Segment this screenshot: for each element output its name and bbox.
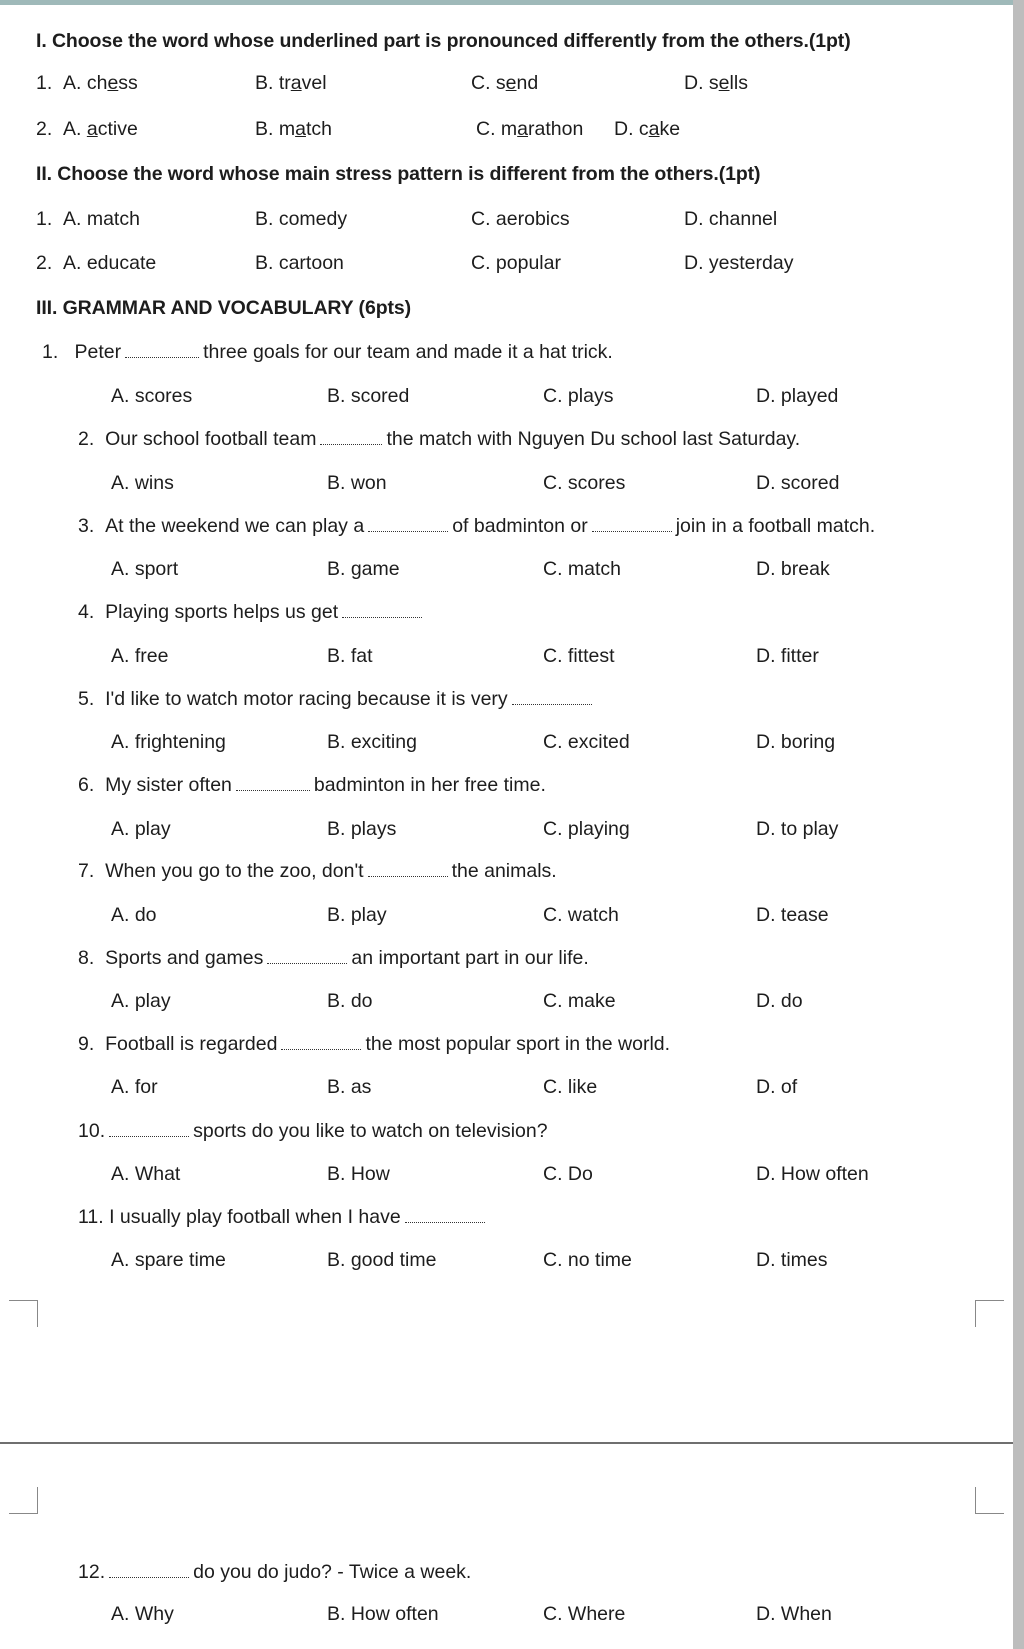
- s2-q2-number: 2.: [36, 252, 53, 274]
- s3-q10-option-d: D. How often: [756, 1163, 869, 1185]
- crop-mark-bottom-right: [975, 1487, 1004, 1514]
- s3-q5-stem: 5. I'd like to watch motor racing because it is very: [78, 688, 596, 711]
- s3-q8-stem: 8. Sports and games an important part in our life.: [78, 947, 589, 969]
- s3-q7-option-b: B. play: [327, 904, 387, 926]
- s3-q7-option-c: C. watch: [543, 904, 619, 926]
- s3-q5-option-b: B. exciting: [327, 731, 417, 753]
- s3-q11-option-c: C. no time: [543, 1249, 632, 1271]
- s3-q6-stem: 6. My sister often badminton in her free time.: [78, 774, 546, 796]
- s1-q2-option-a: A. active: [63, 118, 138, 140]
- s1-q1-number: 1.: [36, 72, 53, 94]
- answer-blank[interactable]: [342, 603, 422, 618]
- s3-q3-stem: 3. At the weekend we can play a of badminton or join in a football match.: [78, 515, 876, 537]
- s3-q6-option-b: B. plays: [327, 818, 397, 840]
- s1-q1-option-c: C. send: [471, 72, 539, 94]
- section-2-title: II. Choose the word whose main stress pattern is different from the others.(1pt): [36, 163, 761, 185]
- answer-blank[interactable]: [109, 1122, 189, 1137]
- s3-q4-option-a: A. free: [111, 645, 169, 667]
- s3-q8-option-b: B. do: [327, 990, 373, 1012]
- s3-q8-option-c: C. make: [543, 990, 616, 1012]
- s2-q2-option-a: A. educate: [63, 252, 157, 274]
- s1-q2-option-c: C. marathon: [476, 118, 584, 140]
- crop-mark-top-left: [9, 1300, 38, 1327]
- s3-q2-option-d: D. scored: [756, 472, 840, 494]
- s3-q3-option-d: D. break: [756, 558, 830, 580]
- s3-q7-stem: 7. When you go to the zoo, don't the animals.: [78, 860, 557, 882]
- s2-q1-option-a: A. match: [63, 208, 140, 230]
- answer-blank[interactable]: [320, 430, 382, 445]
- answer-blank[interactable]: [368, 517, 448, 532]
- s2-q2-option-b: B. cartoon: [255, 252, 344, 274]
- answer-blank[interactable]: [125, 343, 199, 358]
- page-right-edge: [1013, 0, 1024, 1649]
- crop-mark-top-right: [975, 1300, 1004, 1327]
- s3-q9-option-a: A. for: [111, 1076, 158, 1098]
- s3-q12-option-d: D. When: [756, 1603, 832, 1625]
- page-divider: [0, 1442, 1013, 1444]
- answer-blank[interactable]: [368, 862, 448, 877]
- s2-q1-option-b: B. comedy: [255, 208, 348, 230]
- s1-q2-number: 2.: [36, 118, 53, 140]
- answer-blank[interactable]: [236, 776, 310, 791]
- s3-q1-option-a: A. scores: [111, 385, 193, 407]
- top-edge-band: [0, 0, 1024, 5]
- s3-q9-option-b: B. as: [327, 1076, 372, 1098]
- s3-q1-option-b: B. scored: [327, 385, 410, 407]
- s3-q9-stem: 9. Football is regarded the most popular sport in the world.: [78, 1033, 671, 1055]
- section-1-title: I. Choose the word whose underlined part is pronounced differently from the others.(1pt): [36, 30, 851, 52]
- s3-q1-option-d: D. played: [756, 385, 839, 407]
- s3-q3-option-c: C. match: [543, 558, 622, 580]
- s2-q1-number: 1.: [36, 208, 53, 230]
- s1-q2-option-b: B. match: [255, 118, 332, 140]
- s3-q6-option-d: D. to play: [756, 818, 839, 840]
- s3-q7-option-a: A. do: [111, 904, 157, 926]
- s3-q12-stem: 12. do you do judo? - Twice a week.: [78, 1561, 472, 1583]
- s1-q2-option-d: D. cake: [614, 118, 681, 140]
- answer-blank[interactable]: [405, 1208, 485, 1223]
- s3-q4-stem: 4. Playing sports helps us get: [78, 601, 426, 624]
- answer-blank[interactable]: [109, 1563, 189, 1578]
- s3-q9-option-d: D. of: [756, 1076, 798, 1098]
- answer-blank[interactable]: [512, 690, 592, 705]
- s3-q10-option-a: A. What: [111, 1163, 181, 1185]
- s3-q12-option-c: C. Where: [543, 1603, 626, 1625]
- s3-q2-stem: 2. Our school football team the match with Nguyen Du school last Saturday.: [78, 428, 801, 450]
- s3-q3-option-b: B. game: [327, 558, 400, 580]
- s3-q10-option-c: C. Do: [543, 1163, 593, 1185]
- s3-q1-stem: 1. Peter three goals for our team and made it a hat trick.: [42, 341, 613, 363]
- s3-q5-option-d: D. boring: [756, 731, 836, 753]
- s3-q2-option-b: B. won: [327, 472, 387, 494]
- s3-q11-option-b: B. good time: [327, 1249, 437, 1271]
- answer-blank[interactable]: [592, 517, 672, 532]
- s3-q8-option-a: A. play: [111, 990, 171, 1012]
- s3-q10-stem: 10. sports do you like to watch on television?: [78, 1120, 548, 1142]
- s3-q2-option-c: C. scores: [543, 472, 626, 494]
- s3-q5-option-c: C. excited: [543, 731, 630, 753]
- s3-q6-option-a: A. play: [111, 818, 171, 840]
- s1-q1-option-b: B. travel: [255, 72, 327, 94]
- s3-q10-option-b: B. How: [327, 1163, 390, 1185]
- s1-q1-option-a: A. chess: [63, 72, 138, 94]
- s3-q11-option-a: A. spare time: [111, 1249, 226, 1271]
- s3-q6-option-c: C. playing: [543, 818, 630, 840]
- s3-q2-option-a: A. wins: [111, 472, 174, 494]
- s3-q1-option-c: C. plays: [543, 385, 614, 407]
- s3-q4-option-d: D. fitter: [756, 645, 819, 667]
- s3-q4-option-b: B. fat: [327, 645, 373, 667]
- s2-q2-option-d: D. yesterday: [684, 252, 794, 274]
- answer-blank[interactable]: [281, 1035, 361, 1050]
- s2-q1-option-d: D. channel: [684, 208, 778, 230]
- s3-q7-option-d: D. tease: [756, 904, 829, 926]
- s2-q1-option-c: C. aerobics: [471, 208, 570, 230]
- s3-q12-option-b: B. How often: [327, 1603, 439, 1625]
- crop-mark-bottom-left: [9, 1487, 38, 1514]
- s3-q8-option-d: D. do: [756, 990, 803, 1012]
- answer-blank[interactable]: [267, 949, 347, 964]
- s3-q12-option-a: A. Why: [111, 1603, 174, 1625]
- s3-q5-option-a: A. frightening: [111, 731, 226, 753]
- s2-q2-option-c: C. popular: [471, 252, 561, 274]
- s3-q9-option-c: C. like: [543, 1076, 598, 1098]
- s3-q4-option-c: C. fittest: [543, 645, 615, 667]
- s3-q11-option-d: D. times: [756, 1249, 828, 1271]
- s1-q1-option-d: D. sells: [684, 72, 748, 94]
- section-3-title: III. GRAMMAR AND VOCABULARY (6pts): [36, 297, 412, 319]
- s3-q11-stem: 11. I usually play football when I have: [78, 1206, 489, 1229]
- s3-q3-option-a: A. sport: [111, 558, 179, 580]
